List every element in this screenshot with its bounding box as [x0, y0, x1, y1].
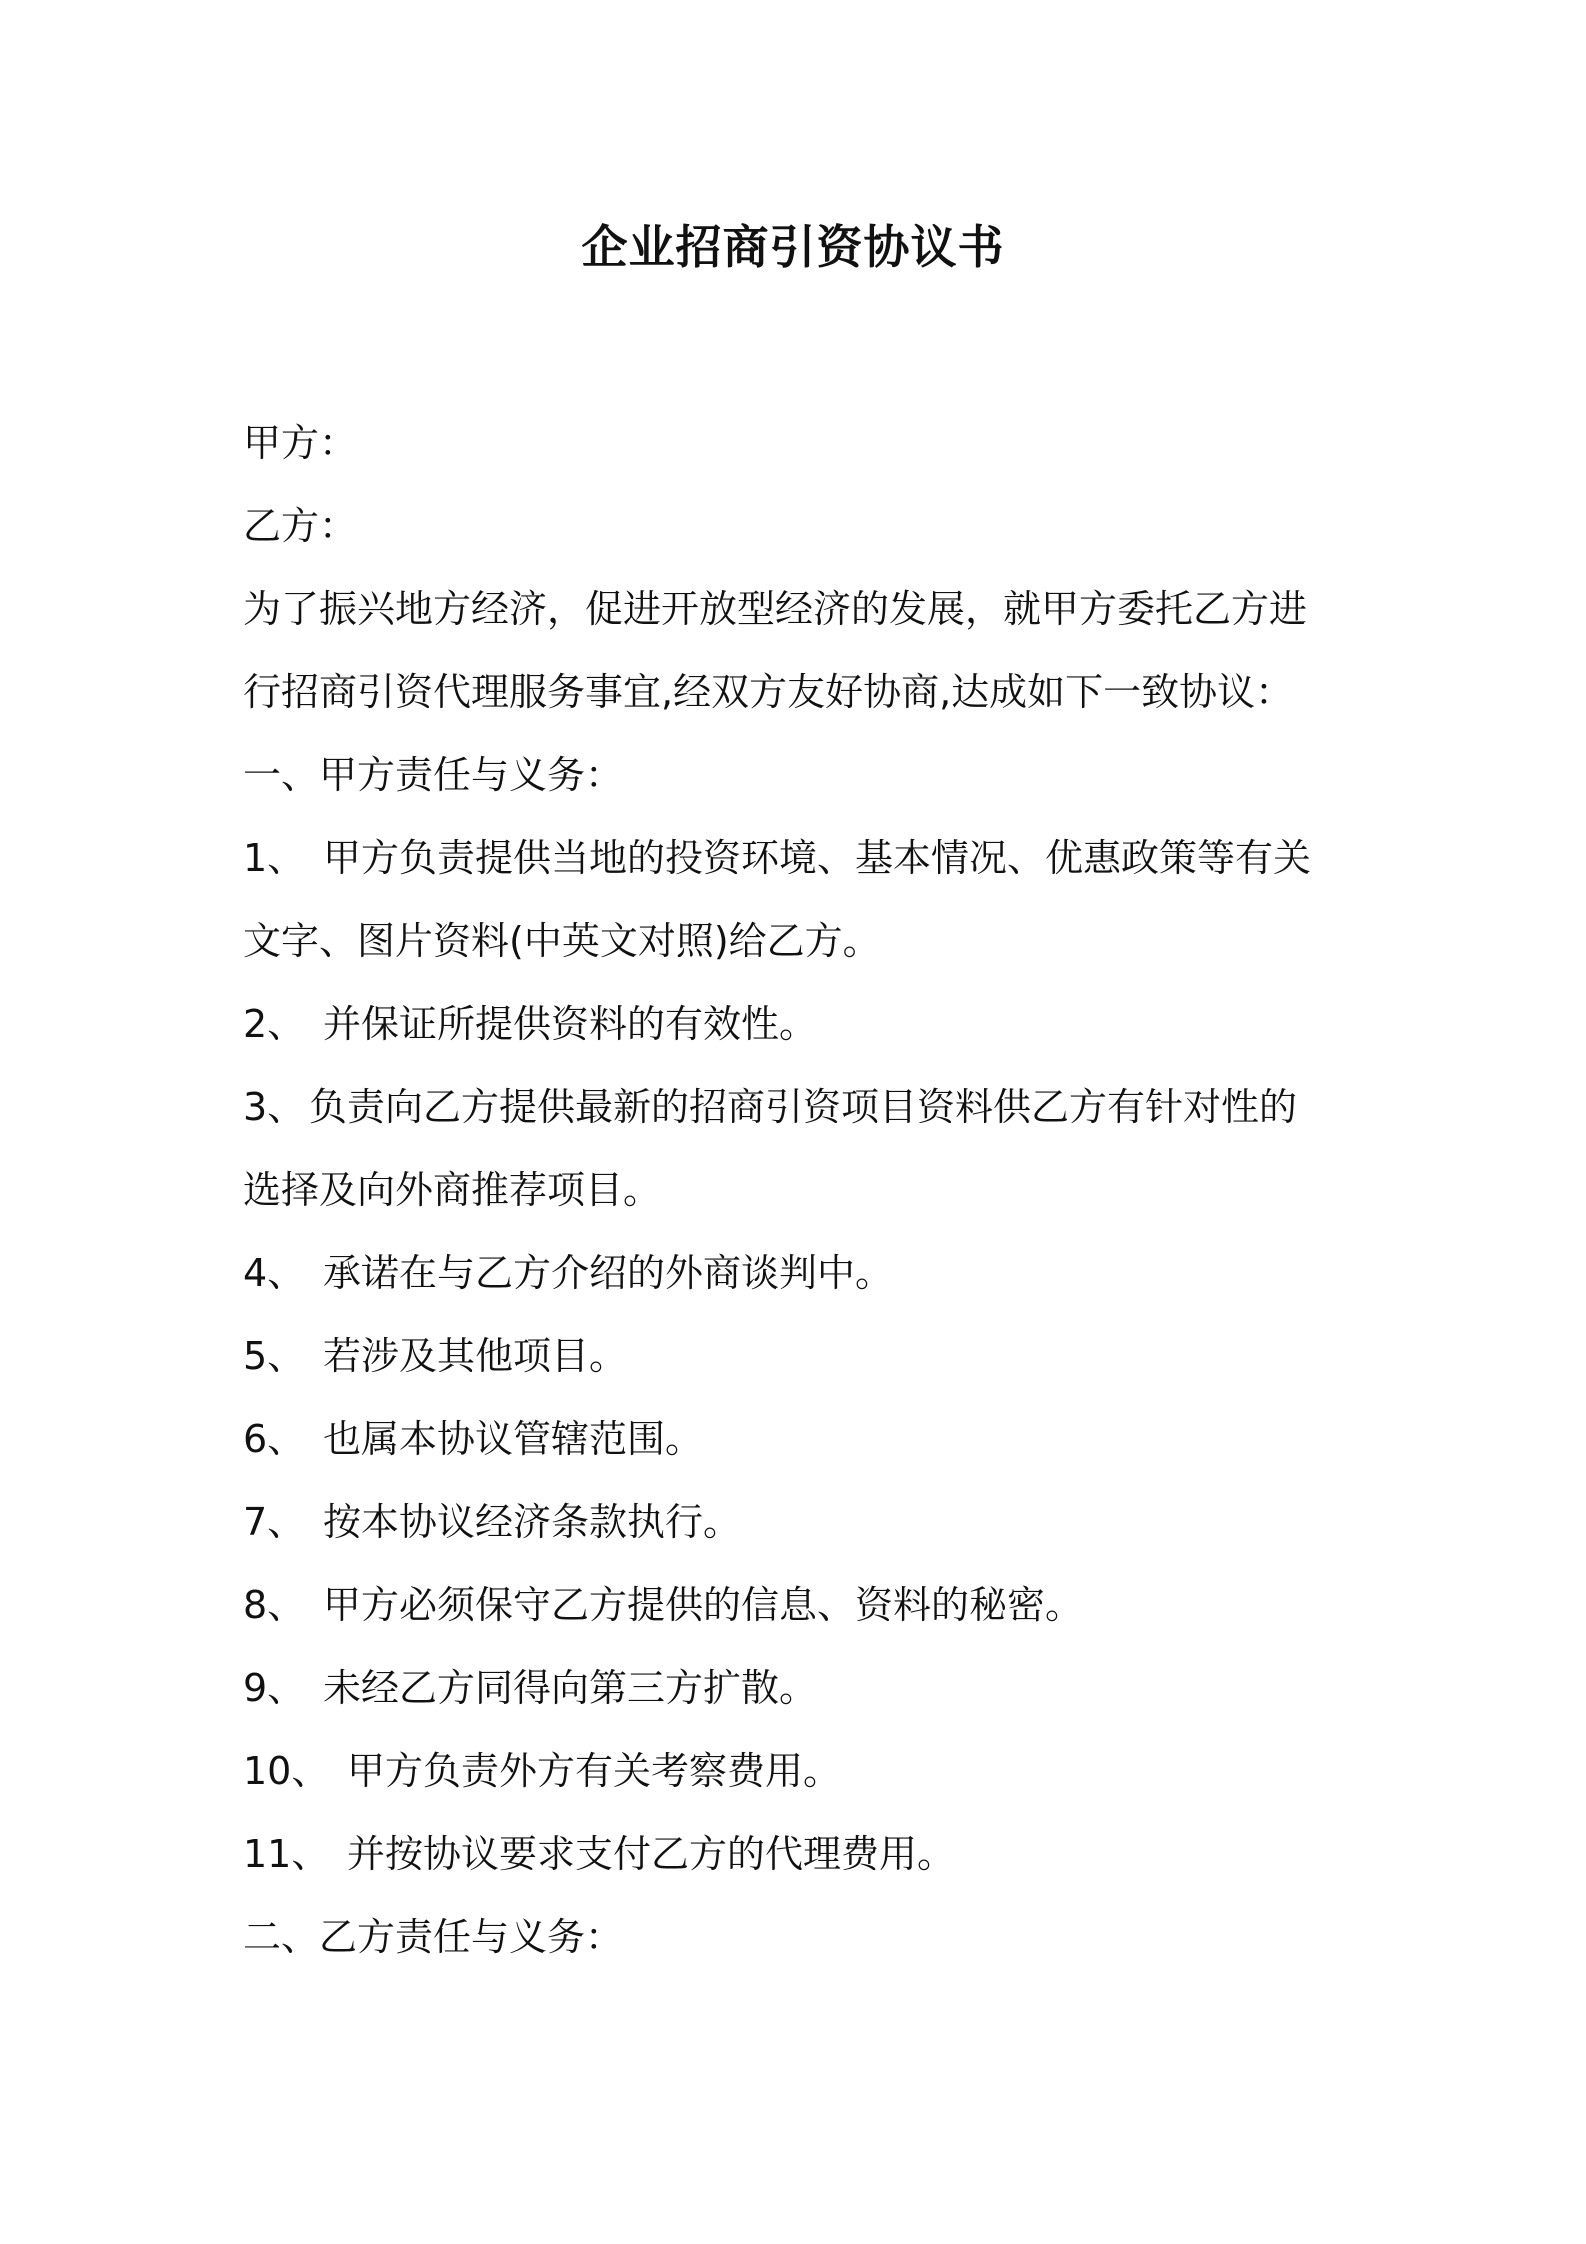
- intro-paragraph-line-1: 为了振兴地方经济，促进开放型经济的发展，就甲方委托乙方进: [243, 587, 1308, 631]
- list-item-text: 按本协议经济条款执行。: [323, 1500, 742, 1544]
- list-item: [243, 1658, 817, 1718]
- list-item-text: 甲方负责外方有关考察费用。: [347, 1749, 842, 1793]
- list-item-text: 未经乙方同得向第三方扩散。: [323, 1666, 818, 1710]
- list-item-text: 承诺在与乙方介绍的外商谈判中。: [323, 1251, 894, 1295]
- list-item-number: 7、: [243, 1500, 306, 1544]
- list-item-number: 11、: [243, 1832, 330, 1876]
- party-a-label: 甲方：: [243, 421, 358, 465]
- list-item-number: 6、: [243, 1417, 306, 1461]
- list-item-text: 文字、图片资料(中英文对照)给乙方。: [243, 919, 881, 963]
- list-item: [243, 994, 817, 1054]
- list-item-text: 也属本协议管辖范围。: [323, 1417, 704, 1461]
- list-item: [243, 1077, 1297, 1137]
- list-item-text: 甲方必须保守乙方提供的信息、资料的秘密。: [323, 1583, 1084, 1627]
- party-b-label: 乙方：: [243, 504, 358, 548]
- list-item-number: 9、: [243, 1666, 306, 1710]
- list-item: [243, 1824, 955, 1884]
- list-item-number: 3、: [243, 1085, 306, 1129]
- list-item: [243, 1741, 841, 1801]
- list-item-text: 并按协议要求支付乙方的代理费用。: [347, 1832, 956, 1876]
- list-item: [243, 1492, 741, 1552]
- list-item: [243, 1326, 627, 1386]
- list-item-text: 负责向乙方提供最新的招商引资项目资料供乙方有针对性的: [309, 1085, 1298, 1129]
- list-item-number: 5、: [243, 1334, 306, 1378]
- list-item-text: 选择及向外商推荐项目。: [243, 1168, 662, 1212]
- list-item-text: 并保证所提供资料的有效性。: [323, 1002, 818, 1046]
- section-2-heading: 二、乙方责任与义务：: [243, 1915, 624, 1959]
- list-item-text: 甲方负责提供当地的投资环境、基本情况、优惠政策等有关: [323, 836, 1312, 880]
- list-item-continuation: [243, 1160, 661, 1220]
- list-item: [243, 828, 1311, 888]
- list-item-number: 1、: [243, 836, 306, 880]
- list-item-continuation: [243, 911, 881, 971]
- document-title: 企业招商引资协议书: [581, 220, 1005, 274]
- list-item-number: 10、: [243, 1749, 330, 1793]
- list-item-number: 8、: [243, 1583, 306, 1627]
- intro-paragraph-line-2: 行招商引资代理服务事宜,经双方友好协商,达成如下一致协议：: [243, 670, 1294, 714]
- list-item-text: 若涉及其他项目。: [323, 1334, 628, 1378]
- list-item-number: 2、: [243, 1002, 306, 1046]
- list-item: [243, 1243, 893, 1303]
- list-item: [243, 1575, 1083, 1635]
- section-1-heading: 一、甲方责任与义务：: [243, 753, 624, 797]
- list-item-number: 4、: [243, 1251, 306, 1295]
- list-item: [243, 1409, 703, 1469]
